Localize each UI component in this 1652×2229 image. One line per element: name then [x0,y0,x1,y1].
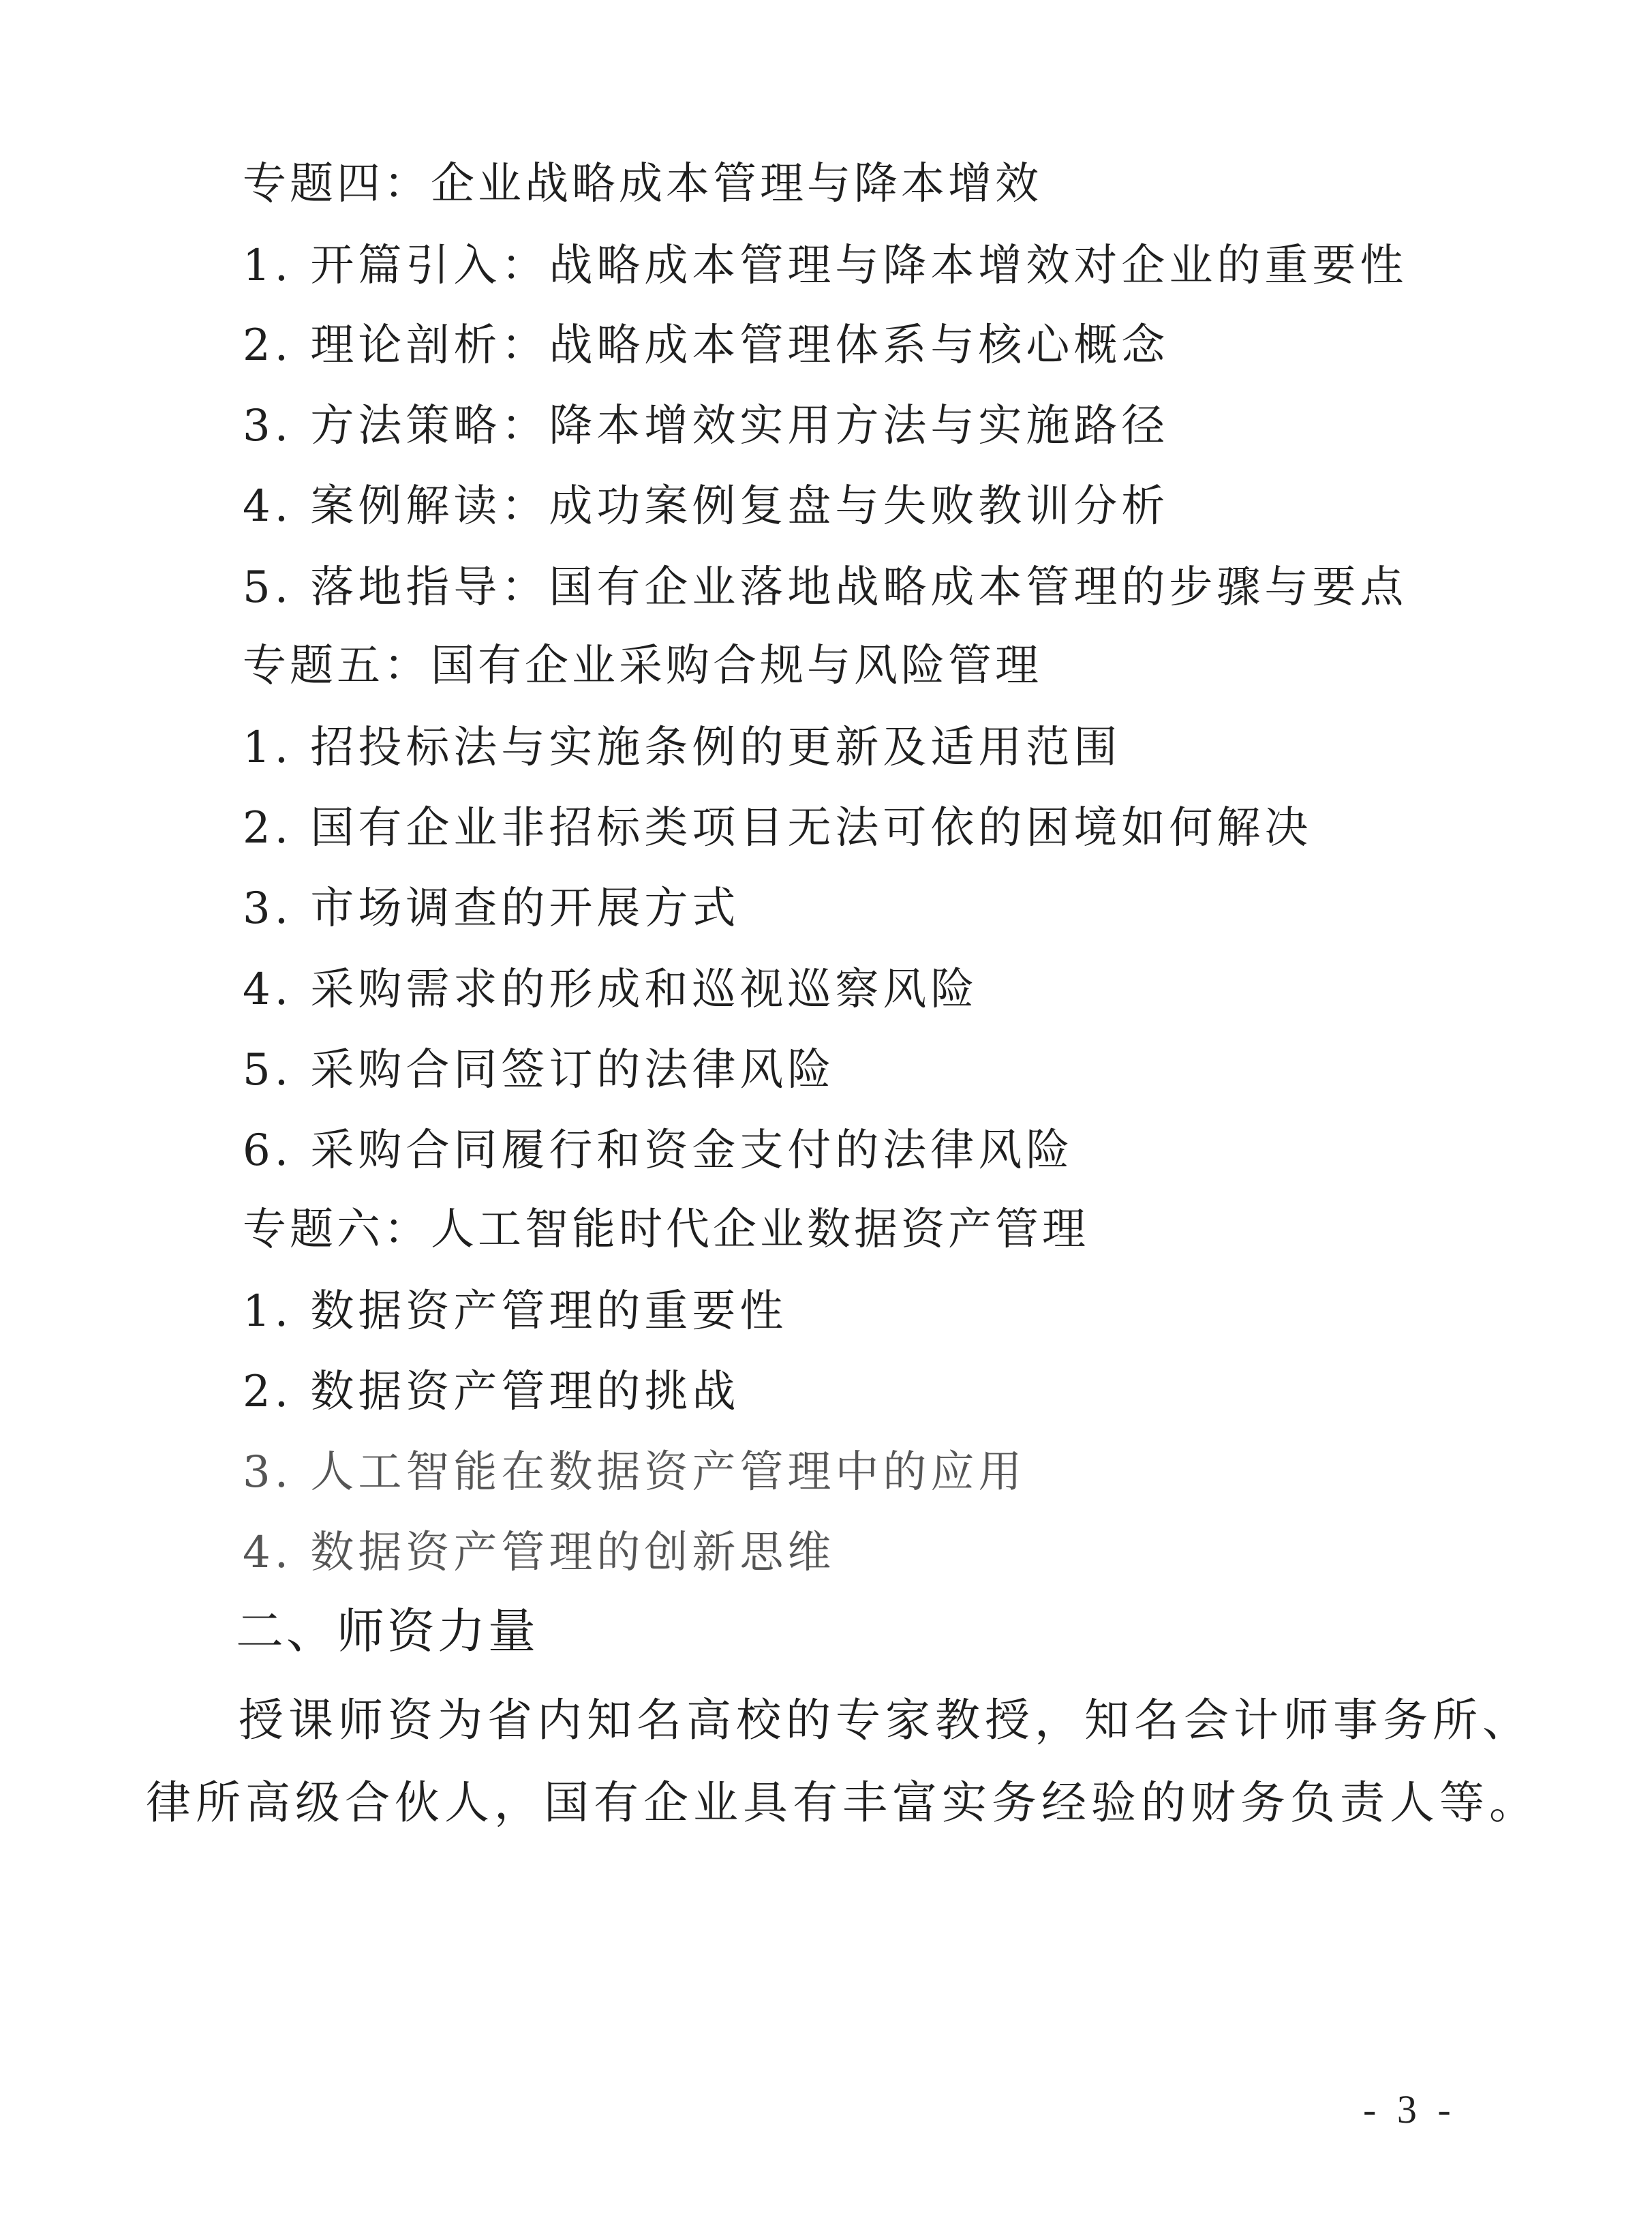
topic6-title: 专题六：人工智能时代企业数据资产管理 [243,1204,1089,1255]
topic5-title: 专题五：国有企业采购合规与风险管理 [243,641,1042,691]
topic5-item-6: 6. 采购合同履行和资金支付的法律风险 [243,1125,1074,1176]
topic6-item-2: 2. 数据资产管理的挑战 [243,1367,740,1417]
topic5-item-3: 3. 市场调查的开展方式 [243,883,740,934]
faculty-paragraph-line-1: 授课师资为省内知名高校的专家教授，知名会计师事务所、 [239,1694,1532,1746]
topic4-title: 专题四：企业战略成本管理与降本增效 [243,159,1042,209]
page-number: - 3 - [1363,2087,1456,2132]
topic6-item-4: 4. 数据资产管理的创新思维 [243,1528,836,1578]
topic5-item-2: 2. 国有企业非招标类项目无法可依的困境如何解决 [243,803,1313,853]
topic6-item-3: 3. 人工智能在数据资产管理中的应用 [243,1447,1026,1498]
faculty-section-title: 二、师资力量 [236,1603,538,1659]
topic4-item-4: 4. 案例解读：成功案例复盘与失败教训分析 [243,481,1169,532]
topic4-item-5: 5. 落地指导：国有企业落地战略成本管理的步骤与要点 [243,562,1408,613]
faculty-paragraph-line-2: 律所高级合伙人，国有企业具有丰富实务经验的财务负责人等。 [146,1776,1539,1829]
topic5-item-1: 1. 招投标法与实施条例的更新及适用范围 [243,723,1122,773]
topic5-item-5: 5. 采购合同签订的法律风险 [243,1045,836,1095]
topic4-item-3: 3. 方法策略：降本增效实用方法与实施路径 [243,401,1169,451]
topic5-item-4: 4. 采购需求的形成和巡视巡察风险 [243,965,979,1015]
topic4-item-1: 1. 开篇引入：战略成本管理与降本增效对企业的重要性 [243,241,1408,291]
topic4-item-2: 2. 理论剖析：战略成本管理体系与核心概念 [243,320,1169,371]
topic6-item-1: 1. 数据资产管理的重要性 [243,1286,788,1337]
